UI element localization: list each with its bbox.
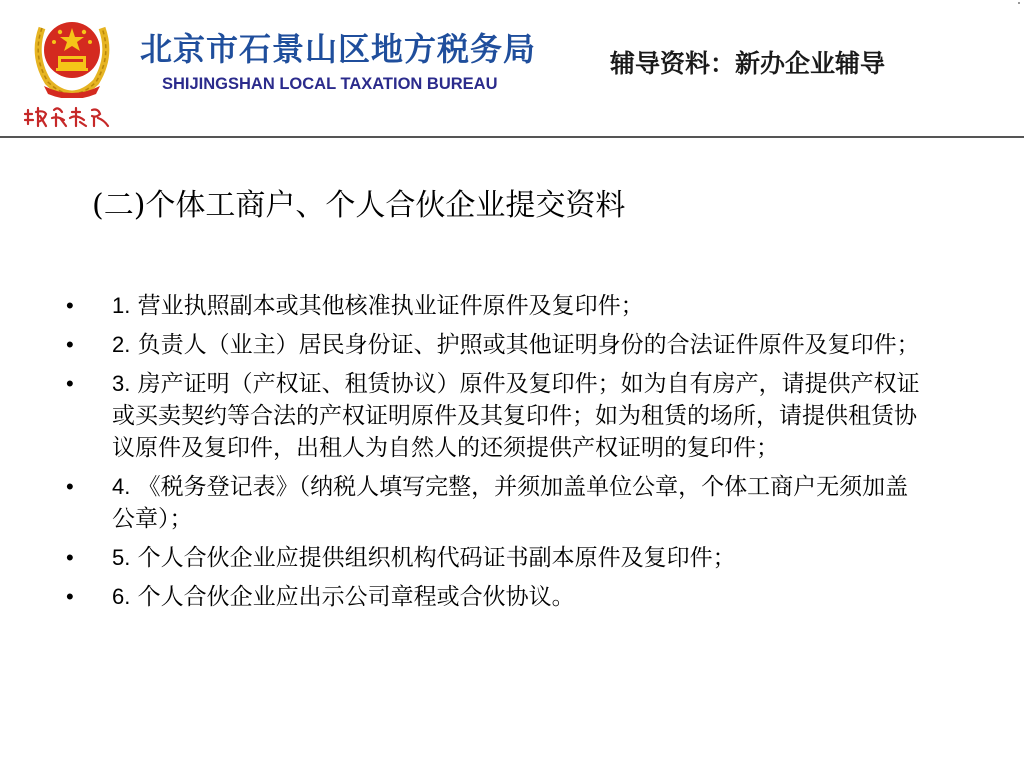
list-item [66,581,922,613]
item-text: 营业执照副本或其他核准执业证件原件及复印件； [130,293,644,319]
bullet-icon: • [66,584,74,609]
slide-header [0,0,1024,136]
corner-mark [1018,2,1020,4]
bullet-icon: • [66,371,74,396]
item-text: 负责人（业主）居民身份证、护照或其他证明身份的合法证件原件及复印件； [130,332,920,358]
slide-subtitle: 辅导资料：新办企业辅导 [610,49,886,78]
requirements-list [66,290,926,620]
item-text: 个人合伙企业应出示公司章程或合伙协议。 [130,584,575,610]
item-number: 4. [112,474,131,499]
item-text: 房产证明（产权证、租赁协议）原件及复印件；如为自有房产，请提供产权证或买卖契约等合法的产权证明原件及其复印件；如为租赁的场所，请提供租赁协议原件及复印件，出租人为自然人的还须提供产权证明的复印件； [112,371,920,461]
item-number: 6. [112,584,131,609]
bullet-icon: • [66,332,74,357]
item-number: 5. [112,545,131,570]
org-name-chinese: 北京市石景山区地方税务局 [140,30,537,68]
item-number: 2. [112,332,131,357]
item-number: 1. [112,293,131,318]
list-item [66,290,922,322]
bullet-icon: • [66,293,74,318]
bullet-icon: • [66,545,74,570]
calligraphy-logo [24,104,112,130]
national-emblem-icon [30,6,114,98]
list-item [66,542,922,574]
item-text: 个人合伙企业应提供组织机构代码证书副本原件及复印件； [130,545,736,571]
section-title: (二)个体工商户、个人合伙企业提交资料 [92,188,626,223]
list-item [66,329,922,361]
item-number: 3. [112,371,131,396]
org-name-english: SHIJINGSHAN LOCAL TAXATION BUREAU [162,75,498,93]
list-item [66,368,922,464]
bullet-icon: • [66,474,74,499]
list-item [66,471,922,535]
header-divider [0,136,1024,138]
item-text: 《税务登记表》（纳税人填写完整，并须加盖单位公章，个体工商户无须加盖公章）； [112,474,909,532]
